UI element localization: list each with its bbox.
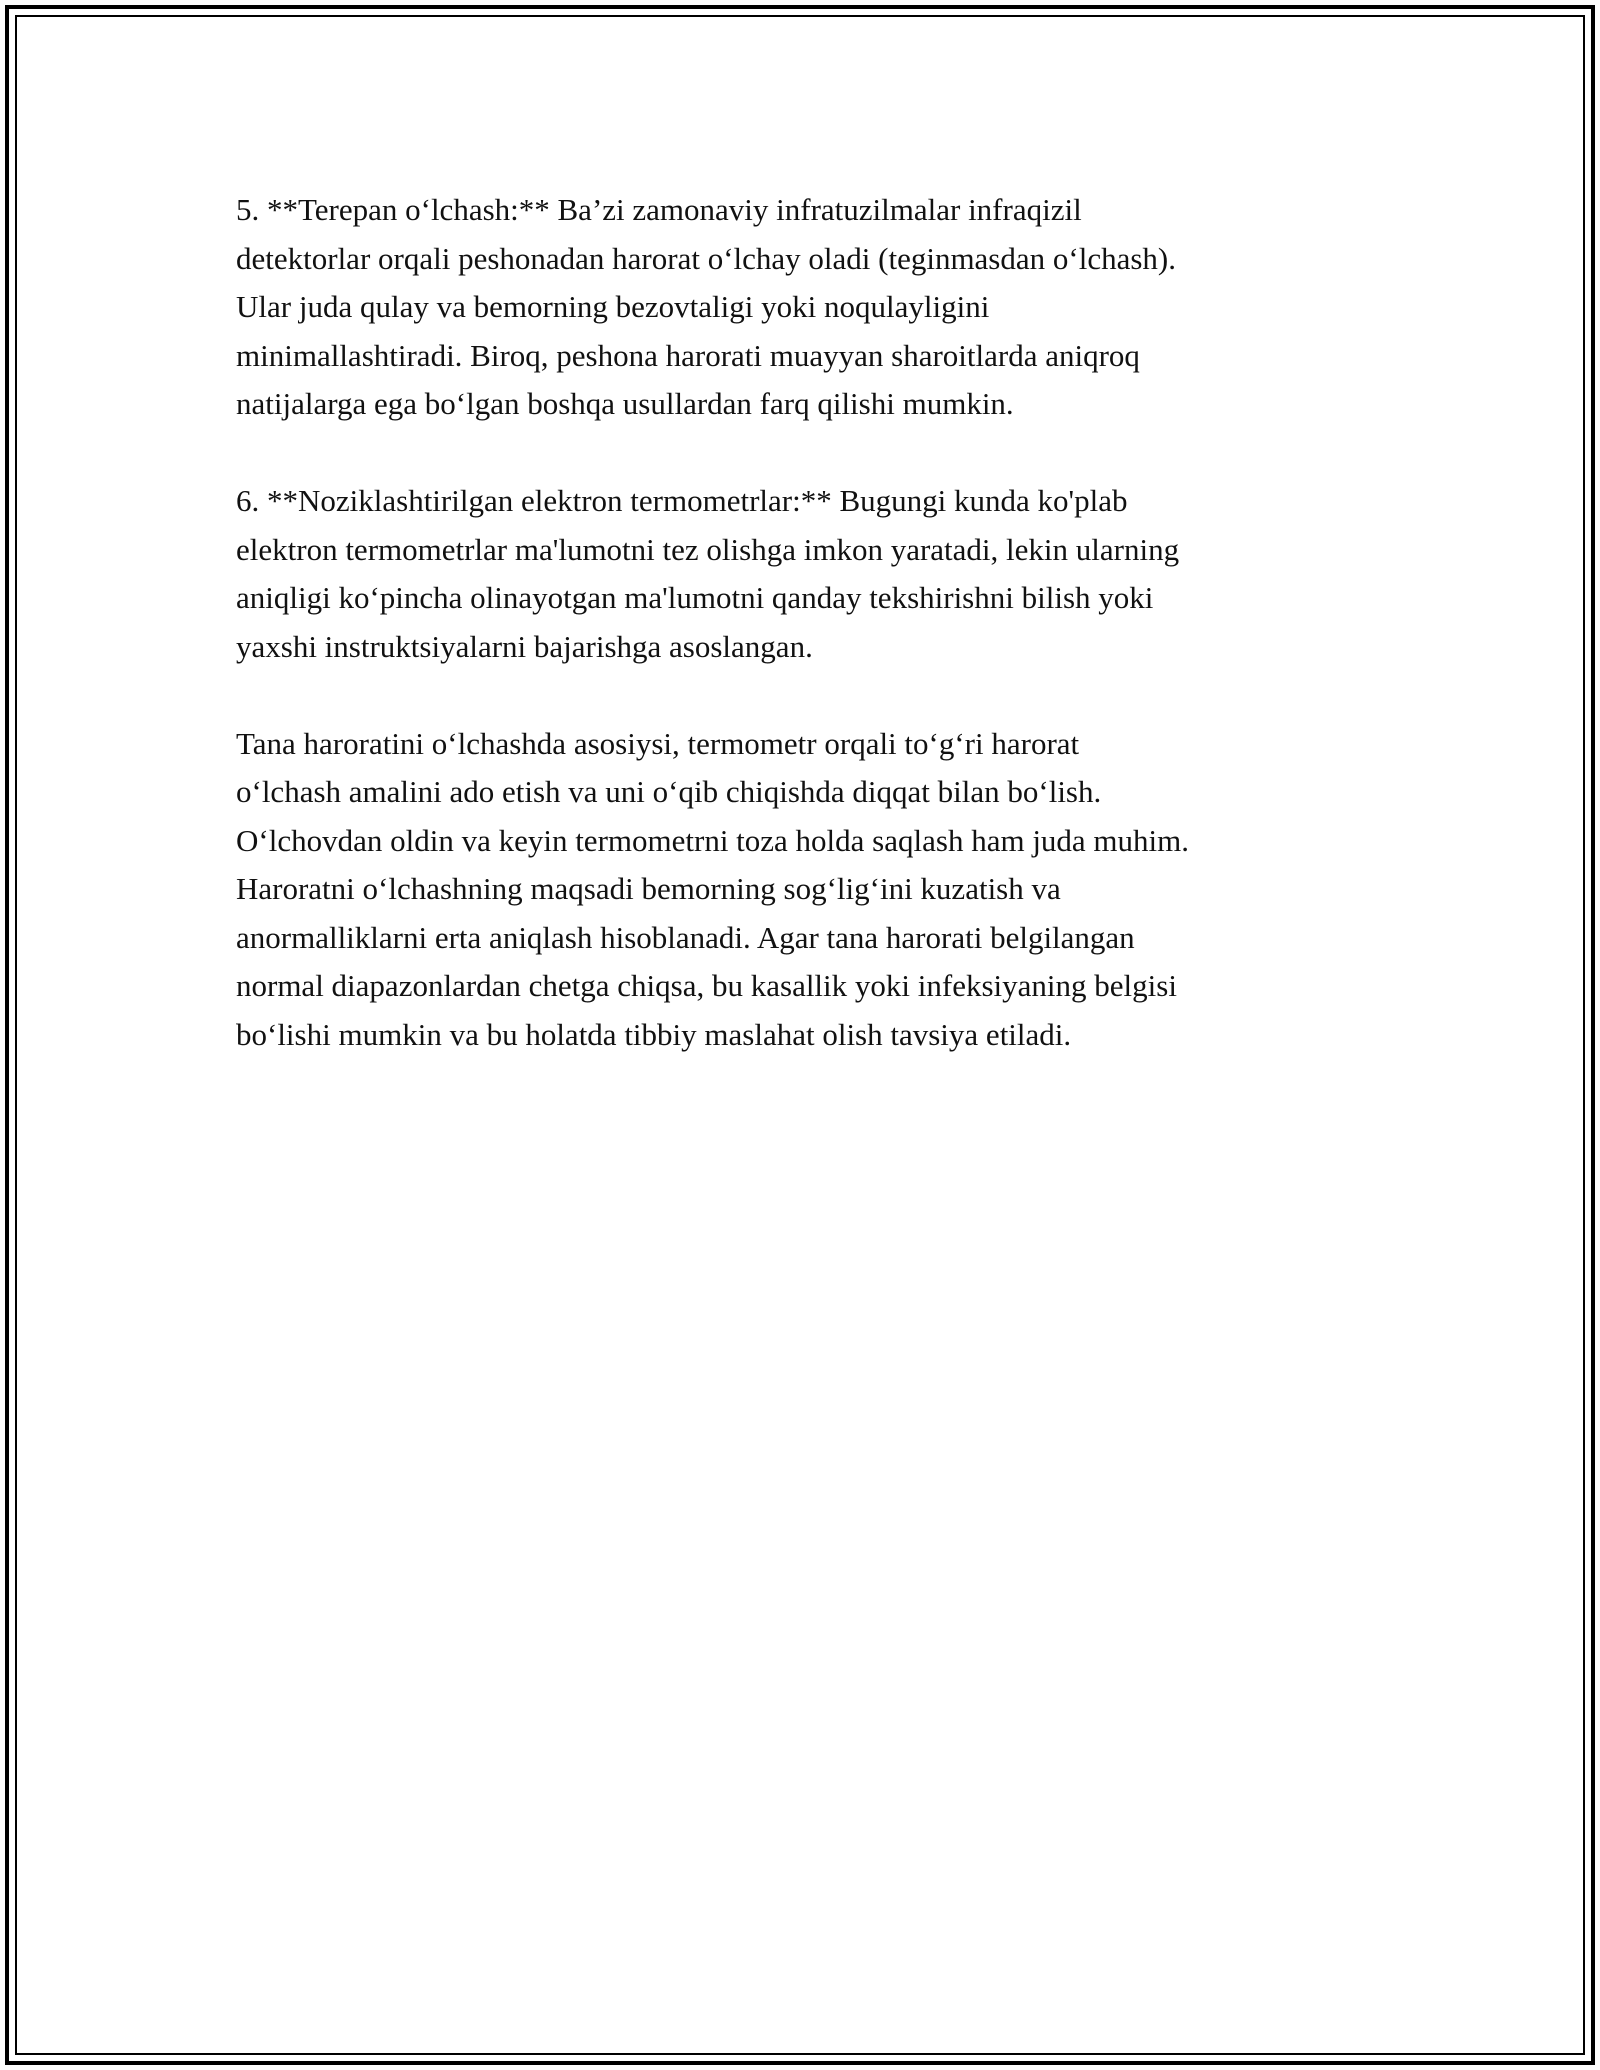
text-line: Ular juda qulay va bemorning bezovtaligi yoki noqulayligini xyxy=(236,289,990,324)
document-body xyxy=(236,186,1366,1108)
paragraph-item-5 xyxy=(236,186,1366,429)
text-line: natijalarga ega bo‘lgan boshqa usullardan farq qilishi mumkin. xyxy=(236,386,1014,421)
text-line: bo‘lishi mumkin va bu holatda tibbiy maslahat olish tavsiya etiladi. xyxy=(236,1016,1072,1052)
paragraph-conclusion xyxy=(236,720,1366,1060)
paragraph-item-6 xyxy=(236,477,1366,671)
text-line: elektron termometrlar ma'lumotni tez olishga imkon yaratadi, lekin ularning xyxy=(236,531,1180,567)
text-line: yaxshi instruktsiyalarni bajarishga asoslangan. xyxy=(236,628,813,664)
text-line: minimallashtiradi. Biroq, peshona harorati muayyan sharoitlarda aniqroq xyxy=(236,337,1140,373)
text-line: O‘lchovdan oldin va keyin termometrni toza holda saqlash ham juda muhim. xyxy=(236,822,1190,858)
text-line: 5. **Terepan o‘lchash:** Ba’zi zamonaviy infratuzilmalar infraqizil xyxy=(236,192,1082,227)
text-line: Haroratni o‘lchashning maqsadi bemorning sog‘lig‘ini kuzatish va xyxy=(236,871,1061,906)
text-line: anormalliklarni erta aniqlash hisoblanadi. Agar tana harorati belgilangan xyxy=(236,919,1135,955)
text-line: 6. **Noziklashtirilgan elektron termometrlar:** Bugungi kunda ko'plab xyxy=(236,483,1128,518)
text-line: detektorlar orqali peshonadan harorat o‘lchay oladi (teginmasdan o‘lchash). xyxy=(236,240,1176,276)
text-line: o‘lchash amalini ado etish va uni o‘qib chiqishda diqqat bilan bo‘lish. xyxy=(236,774,1102,809)
text-line: aniqligi ko‘pincha olinayotgan ma'lumotni qanday tekshirishni bilish yoki xyxy=(236,580,1154,615)
text-line: Tana haroratini o‘lchashda asosiysi, termometr orqali to‘g‘ri harorat xyxy=(236,725,1080,761)
text-line: normal diapazonlardan chetga chiqsa, bu kasallik yoki infeksiyaning belgisi xyxy=(236,968,1177,1003)
